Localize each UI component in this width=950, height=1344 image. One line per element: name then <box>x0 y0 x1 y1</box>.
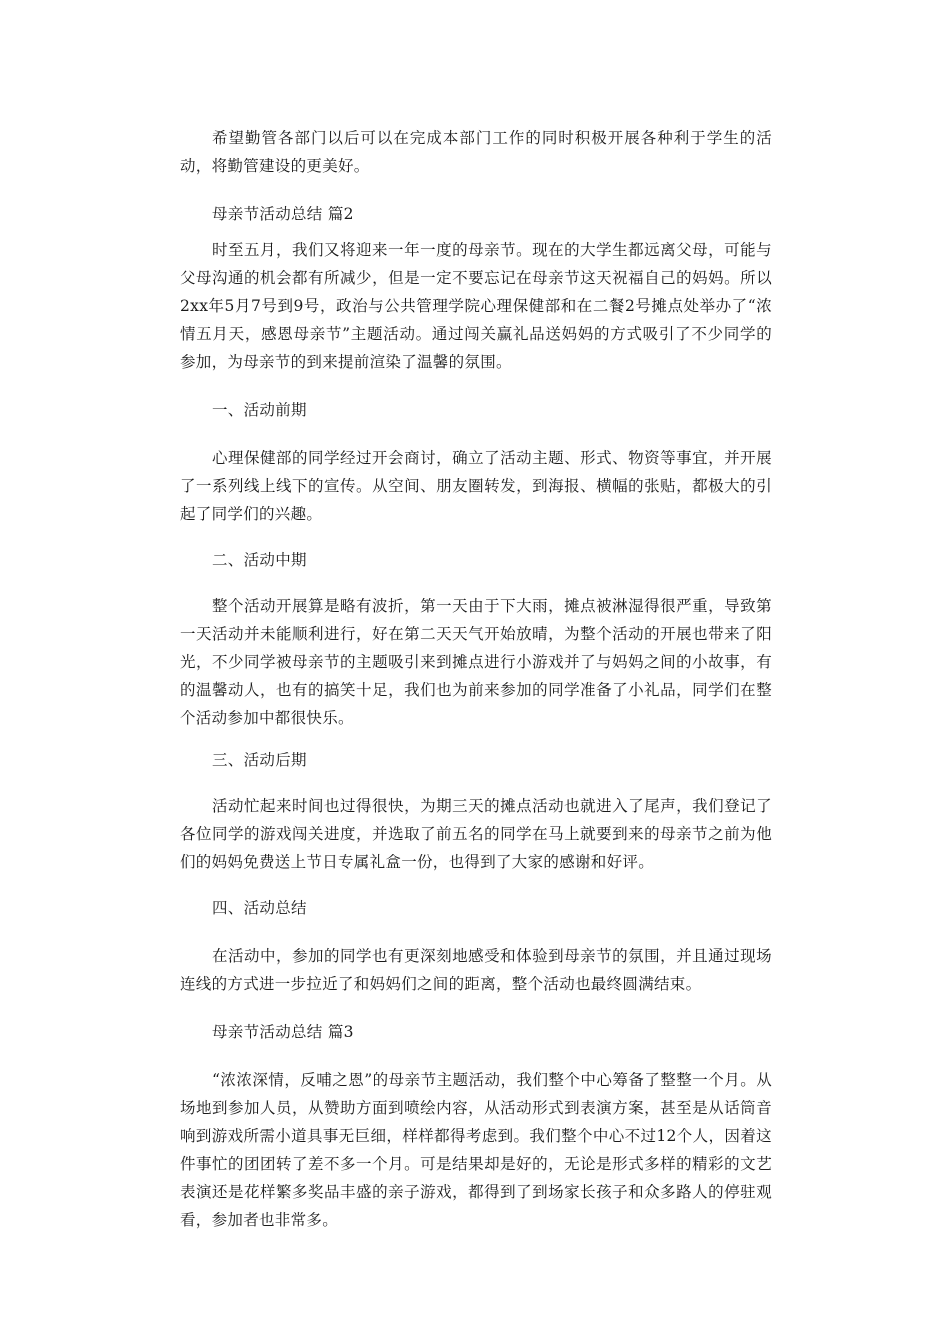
paragraph-part3: “浓浓深情，反哺之恩”的母亲节主题活动，我们整个中心筹备了整整一个月。从场地到参加人员，从赞助方面到喷绘内容，从活动形式到表演方案，甚至是从话筒音响到游戏所需小道具事无巨细，样样都得考虑到。我们整个中心不过12个人，因着这件事忙的团团转了差不多一个月。可是结果却是好的，无论是形式多样的精彩的文艺表演还是花样繁多奖品丰盛的亲子游戏，都得到了到场家长孩子和众多路人的停驻观看，参加者也非常多。 <box>180 1071 772 1229</box>
paragraph-intro-closing: 希望勤管各部门以后可以在完成本部门工作的同时积极开展各种利于学生的活动，将勤管建设的更美好。 <box>180 129 772 175</box>
section-title-part-3: 母亲节活动总结 篇3 <box>212 1023 354 1041</box>
paragraph-part2-intro: 时至五月，我们又将迎来一年一度的母亲节。现在的大学生都远离父母，可能与父母沟通的机会都有所减少，但是一定不要忘记在母亲节这天祝福自己的妈妈。所以2xx年5月7号到9号，政治与公共管理学院心理保健部和在二餐2号摊点处举办了“浓情五月天，感恩母亲节”主题活动。通过闯关赢礼品送妈妈的方式吸引了不少同学的参加，为母亲节的到来提前渲染了温馨的氛围。 <box>180 241 772 371</box>
paragraph-early-stage: 心理保健部的同学经过开会商讨，确立了活动主题、形式、物资等事宜，并开展了一系列线上线下的宣传。从空间、朋友圈转发，到海报、横幅的张贴，都极大的引起了同学们的兴趣。 <box>180 449 772 523</box>
paragraph-summary: 在活动中，参加的同学也有更深刻地感受和体验到母亲节的氛围，并且通过现场连线的方式进一步拉近了和妈妈们之间的距离，整个活动也最终圆满结束。 <box>180 947 772 993</box>
heading-early-stage: 一、活动前期 <box>212 401 307 419</box>
heading-summary: 四、活动总结 <box>212 899 307 917</box>
heading-late-stage: 三、活动后期 <box>212 751 307 769</box>
heading-mid-stage: 二、活动中期 <box>212 551 307 569</box>
paragraph-late-stage: 活动忙起来时间也过得很快，为期三天的摊点活动也就进入了尾声，我们登记了各位同学的游戏闯关进度，并选取了前五名的同学在马上就要到来的母亲节之前为他们的妈妈免费送上节日专属礼盒一份，也得到了大家的感谢和好评。 <box>180 797 772 871</box>
paragraph-mid-stage: 整个活动开展算是略有波折，第一天由于下大雨，摊点被淋湿得很严重，导致第一天活动并未能顺利进行，好在第二天天气开始放晴，为整个活动的开展也带来了阳光，不少同学被母亲节的主题吸引来到摊点进行小游戏并了与妈妈之间的小故事，有的温馨动人，也有的搞笑十足，我们也为前来参加的同学准备了小礼品，同学们在整个活动参加中都很快乐。 <box>180 597 772 727</box>
section-title-part-2: 母亲节活动总结 篇2 <box>212 205 354 223</box>
